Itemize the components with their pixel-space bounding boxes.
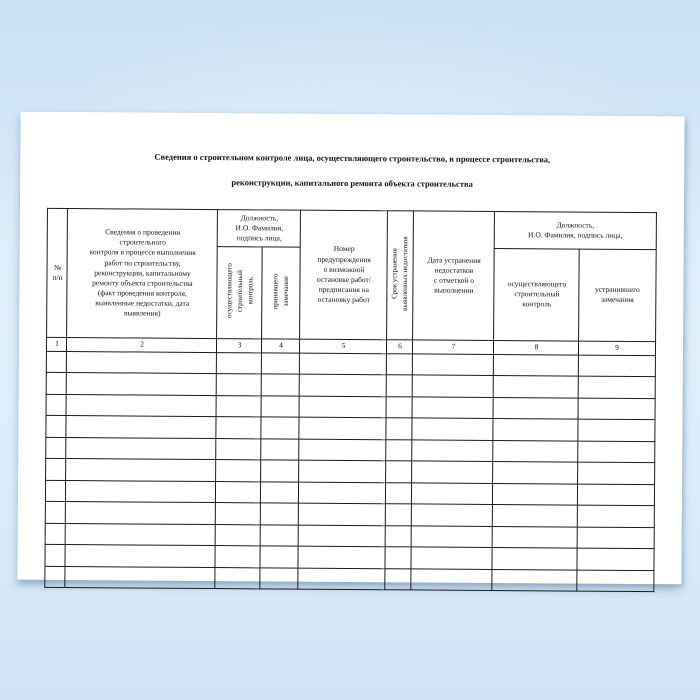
empty-cell (299, 396, 386, 418)
empty-cell (578, 462, 654, 484)
empty-cell (260, 568, 298, 590)
empty-cell (260, 546, 298, 568)
empty-cell (261, 417, 299, 439)
empty-cell (493, 419, 578, 441)
document-page (17, 112, 684, 585)
table-body (45, 351, 655, 592)
empty-cell (411, 547, 492, 569)
empty-cell (492, 569, 577, 591)
empty-cell (45, 566, 65, 588)
document-title (20, 137, 684, 205)
empty-cell (386, 439, 412, 461)
empty-cell (46, 416, 66, 438)
empty-cell (215, 546, 260, 568)
empty-cell (413, 354, 494, 376)
empty-cell (216, 524, 261, 546)
empty-cell (387, 375, 413, 397)
empty-cell (387, 354, 413, 376)
empty-cell (298, 546, 385, 568)
title-line-1: Сведения о строительном контроле лица, осуществляющего строительство, в процессе строительства, (154, 151, 551, 165)
column-number-4: 4 (262, 339, 300, 353)
empty-cell (67, 394, 217, 417)
table-row (45, 566, 653, 592)
title-line-2: реконструкции, капитального ремонта объекта строительства (231, 177, 473, 190)
empty-cell (66, 459, 216, 482)
empty-cell (215, 567, 260, 589)
empty-cell (216, 503, 261, 525)
empty-cell (47, 351, 67, 373)
header-cell-controller-signature: осуществляющего строительный контроль (494, 248, 580, 341)
empty-cell (412, 483, 493, 505)
header-cell-npp: № п/п (47, 208, 68, 337)
empty-cell (46, 480, 66, 502)
empty-cell (578, 398, 654, 420)
header-cell-controller (217, 246, 263, 338)
header-cell-fix-date: Дата устранения недостатков с отметкой о выполнении (413, 211, 495, 341)
empty-cell (579, 355, 655, 377)
empty-cell (385, 547, 411, 569)
empty-cell (300, 353, 387, 375)
empty-cell (261, 460, 299, 482)
column-number-5: 5 (300, 339, 387, 354)
empty-cell (412, 526, 493, 548)
empty-cell (412, 397, 493, 419)
header-group-position-left: Должность, И.О. Фамилия, подпись лица, (218, 209, 301, 247)
empty-cell (412, 461, 493, 483)
empty-cell (492, 548, 577, 570)
empty-cell (65, 545, 215, 568)
empty-cell (67, 351, 217, 374)
empty-cell (578, 527, 654, 549)
empty-cell (298, 568, 385, 590)
header-row-top (48, 208, 656, 249)
empty-cell (578, 505, 654, 527)
empty-cell (66, 437, 216, 460)
empty-cell (217, 352, 262, 374)
header-cell-warning-number: Номер предупреждения о возможной остановке работ/ предписания на остановку работ (300, 210, 388, 340)
empty-cell (412, 440, 493, 462)
empty-cell (66, 523, 216, 546)
empty-cell (217, 374, 262, 396)
column-number-7: 7 (413, 340, 494, 355)
empty-cell (299, 525, 386, 547)
empty-cell (300, 374, 387, 396)
empty-cell (261, 525, 299, 547)
empty-cell (578, 441, 654, 463)
header-cell-control-info: Сведения о проведении строительного контроля в процессе выполнения работ по строительству, реконструкции, капитальному ремонту объекта строительства (факт проведения контроля, выявленные недостатки, дата выявления) (67, 208, 218, 338)
empty-cell (262, 374, 300, 396)
column-number-6: 6 (387, 340, 413, 354)
empty-cell (493, 397, 578, 419)
column-number-8: 8 (494, 340, 579, 355)
empty-cell (577, 548, 653, 570)
empty-cell (299, 482, 386, 504)
column-number-2: 2 (67, 337, 217, 352)
empty-cell (46, 502, 66, 524)
empty-cell (262, 353, 300, 375)
header-cell-remark-fixer-signature: устранившего замечания (579, 249, 656, 342)
empty-cell (46, 437, 66, 459)
empty-cell (216, 460, 261, 482)
header-cell-fix-deadline (387, 211, 414, 340)
empty-cell (493, 505, 578, 527)
empty-cell (65, 566, 215, 589)
empty-cell (45, 545, 65, 567)
empty-cell (261, 503, 299, 525)
empty-cell (299, 439, 386, 461)
empty-cell (494, 354, 579, 376)
empty-cell (386, 504, 412, 526)
empty-cell (217, 395, 262, 417)
empty-cell (216, 417, 261, 439)
empty-cell (46, 523, 66, 545)
empty-cell (216, 481, 261, 503)
empty-cell (66, 502, 216, 525)
empty-cell (386, 461, 412, 483)
empty-cell (493, 526, 578, 548)
empty-cell (261, 439, 299, 461)
empty-cell (386, 418, 412, 440)
empty-cell (67, 373, 217, 396)
column-number-9: 9 (579, 341, 655, 356)
fix-deadline-vertical-label: Срок устранения выявленных недостатков (390, 236, 410, 311)
construction-control-log-table (45, 208, 657, 593)
column-number-3: 3 (217, 338, 262, 352)
empty-cell (412, 418, 493, 440)
remark-acceptor-vertical-label: принявшего замечание (271, 273, 291, 310)
empty-cell (261, 396, 299, 418)
controller-vertical-label: осуществляющего строительный контроль (224, 263, 255, 319)
header-cell-remark-acceptor (262, 247, 301, 339)
empty-cell (494, 376, 579, 398)
empty-cell (299, 460, 386, 482)
empty-cell (577, 570, 653, 592)
empty-cell (411, 569, 492, 591)
empty-cell (578, 419, 654, 441)
empty-cell (46, 459, 66, 481)
empty-cell (47, 373, 67, 395)
empty-cell (385, 568, 411, 590)
empty-cell (386, 482, 412, 504)
empty-cell (493, 483, 578, 505)
empty-cell (66, 480, 216, 503)
empty-cell (299, 417, 386, 439)
empty-cell (412, 504, 493, 526)
empty-cell (386, 397, 412, 419)
header-group-position-right: Должность, И.О. Фамилия, подпись лица, (495, 211, 656, 249)
empty-cell (578, 484, 654, 506)
empty-cell (386, 525, 412, 547)
empty-cell (493, 462, 578, 484)
empty-cell (579, 376, 655, 398)
empty-cell (413, 375, 494, 397)
empty-cell (261, 482, 299, 504)
column-number-1: 1 (47, 337, 67, 351)
empty-cell (66, 416, 216, 439)
empty-cell (299, 503, 386, 525)
empty-cell (493, 440, 578, 462)
empty-cell (216, 438, 261, 460)
empty-cell (47, 394, 67, 416)
